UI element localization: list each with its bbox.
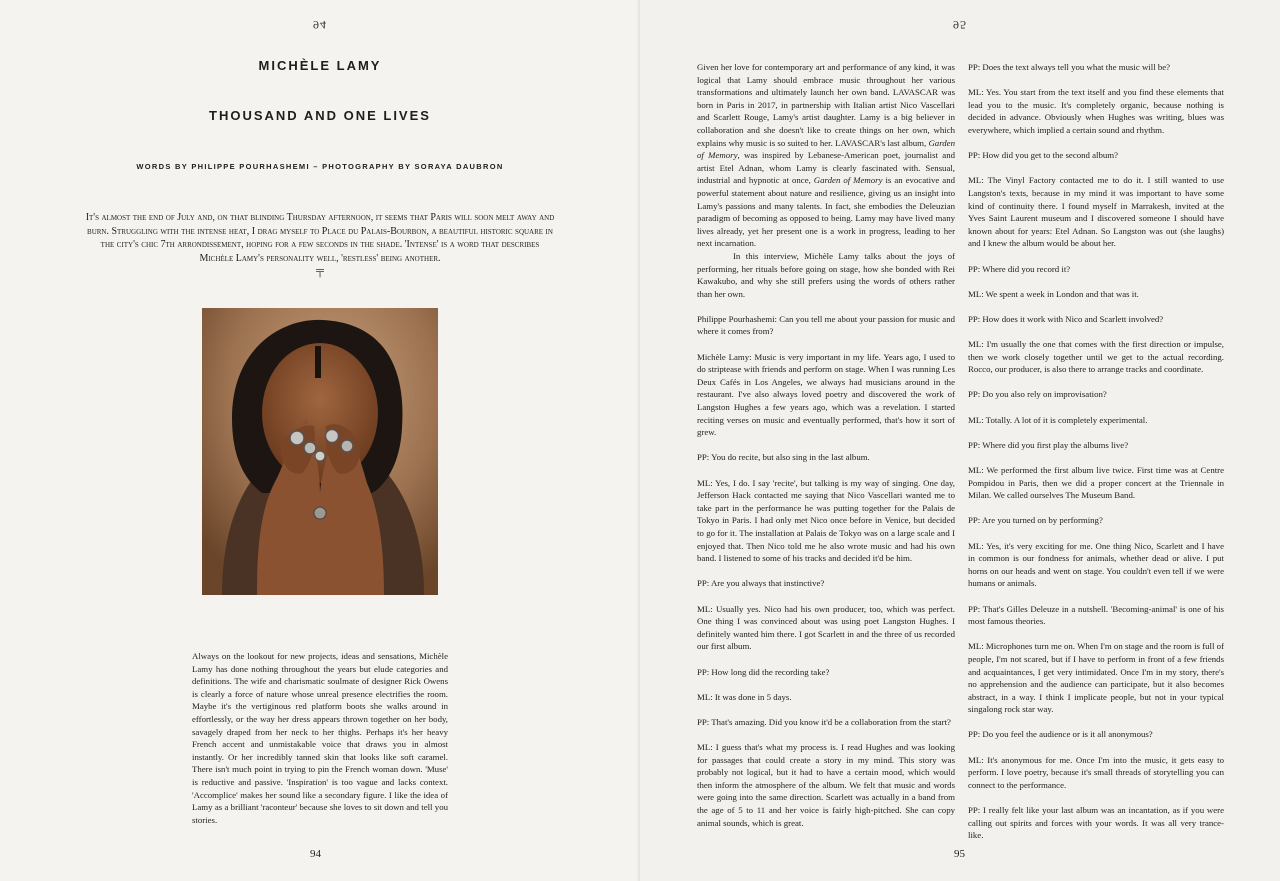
interview-paragraph: Michèle Lamy: Music is very important in my life. Years ago, I used to do striptease with friends and perform on stage. When I was running Les Deux Cafés in Los Angeles, we always had musicians around in the restaurant. I've also always loved poetry and discovered the work of Langston Hughes a few years ago, which was a revelation. I started reciting verses on music and eventually performed, that's how it sort of grew. <box>697 351 955 438</box>
interview-paragraph: PP: That's amazing. Did you know it'd be a collaboration from the start? <box>697 716 951 727</box>
interview-paragraph: ML: We performed the first album live twice. First time was at Centre Pompidou in Paris, then we did a proper concert at the Triennale in Milan. We called ourselves The Museum Band. <box>968 465 1224 501</box>
interview-paragraph: ML: The Vinyl Factory contacted me to do it. I still wanted to use Langston's texts, because in my mind it was important to have some kind of continuity there. I found myself in Marrakesh, invited at the Yves Saint Laurent museum and I discovered someone I should have known about for years: Etel Adnan. So Langston was out (she laughs) and I knew the album would be about her. <box>968 175 1224 249</box>
interview-paragraph: ML: Yes, I do. I say 'recite', but talking is my way of singing. One day, Jefferson Hack contacted me saying that Nico Vascellari wanted me to take part in the performance he was putting together for the Palais de Tokyo in Paris. I had only met Nico once before in Venice, but decided to go for it. The installation at Palais de Tokyo was on a large scale and I enjoyed that. Then Nico told me he also wrote music and had his own band. I listened to some of his tracks and decided it'd be him. <box>697 477 955 564</box>
interview-paragraph: ML: I guess that's what my process is. I read Hughes and was looking for passages that could create a story in my mind. This story was probably not logical, but it had to have a certain mood, which would then inform the atmosphere of the album. We felt that music and words were going into the same direction. Scarlett was actually in a band from the age of 5 to 11 and her voice is fairly high-pitched. She can copy animal sounds, which is great. <box>697 742 955 828</box>
top-folio-glyph: 95 <box>953 18 967 32</box>
page-number-left: 94 <box>310 848 321 860</box>
paragraph-text: , was inspired by Lebanese-American poet, journalist and artist Etel Adnan, whom Lamy is clearly fascinated with. Sensual, industrial and hypnotic at once, <box>697 150 955 186</box>
interview-paragraph: PP: Are you turned on by performing? <box>968 515 1103 526</box>
interview-paragraph: ML: Totally. A lot of it is completely experimental. <box>968 414 1148 425</box>
interview-paragraph: PP: Where did you first play the albums live? <box>968 439 1129 450</box>
interview-paragraph: PP: I really felt like your last album was an incantation, as if you were calling out spirits and forces with your words. It was all very trance-like. <box>968 805 1224 841</box>
article-title: THOUSAND AND ONE LIVES <box>209 108 431 123</box>
interview-paragraph: ML: It was done in 5 days. <box>697 691 792 702</box>
interview-paragraph: PP: That's Gilles Deleuze in a nutshell. 'Becoming-animal' is one of his most famous theories. <box>968 603 1224 627</box>
album-title: Garden of Memory <box>813 175 883 186</box>
lead-body-paragraph: Always on the lookout for new projects, ideas and sensations, Michèle Lamy has done nothing throughout the years but elude categories and definitions. The wife and charismatic soulmate of designer Rick Owens is clearly a force of nature whose unreal presence electrifies the room. Maybe it's the vertiginous red platform boots she walks around in effortlessly, or the way her dress appears thrown together on her body, savagely draped from her neck to her thighs. Perhaps it's her heavy French accent and unmistakable voice that draws you in almost instantly. Or her incredibly tanned skin that looks like soft caramel. There isn't much point in trying to pin the French woman down. 'Muse' is reductive and passive. 'Inspiration' is too vague and lacks context. 'Accomplice' makes her sound like a secondary figure. I like the idea of Lamy as a brilliant 'raconteur' because she loves to sit down and tell you stories. <box>192 651 448 825</box>
intro-paragraph: It's almost the end of July and, on that blinding Thursday afternoon, it seems that Paris will soon melt away and burn. Struggling with the intense heat, I drag myself to Place du Palais-Bourbon, a beautiful historic square in the city's chic 7th arrondissement, hoping for a few seconds in the shade. 'Intense' is a word that describes Michèle Lamy's personality well, 'restless' being another. <box>85 212 555 264</box>
interview-paragraph: PP: Does the text always tell you what the music will be? <box>968 62 1171 72</box>
article-paragraph <box>697 61 955 250</box>
interview-paragraph: ML: I'm usually the one that comes with the first direction or impulse, then we work closely together until we get to the actual recording. Rocco, our producer, is also there to arrange tracks and coordinate. <box>968 339 1224 375</box>
interview-paragraph: ML: We spent a week in London and that was it. <box>968 288 1139 299</box>
right-column-2 <box>968 61 1224 842</box>
interview-paragraph: PP: You do recite, but also sing in the last album. <box>697 452 870 463</box>
right-column-1 <box>697 61 955 829</box>
portrait-illustration <box>202 308 438 595</box>
interview-paragraph: PP: How does it work with Nico and Scarlett involved? <box>968 313 1164 324</box>
paragraph-text: Given her love for contemporary art and performance of any kind, it was logical that Lamy should embrace music throughout her various transformations and ultimately launch her own band. LAVASCAR was born in Paris in 2017, in partnership with Italian artist Nico Vascellari and Scarlett Rouge, Lamy's artist daughter. Lamy is a big believer in collaboration and she doesn't like to create things on her own, which explains why music is so suited to her. LAVASCAR's last album, <box>697 62 955 148</box>
interview-paragraph: ML: Yes, it's very exciting for me. One thing Nico, Scarlett and I have in common is our fondness for animals, whether dead or alive. I put horns on our heads and went on stage. You couldn't even tell if we were humans or animals. <box>968 540 1224 589</box>
paragraph-text: is an evocative and powerful statement about nature and resilience, giving us an insight into Lamy's passions and many talents. In fact, she embodies the Deleuzian paradigm of becoming as opposed to being. Lamy may have lived many lives already, yet her present one is a work in progress, leading to her next incarnation. <box>697 175 955 249</box>
byline: WORDS BY PHILIPPE POURHASHEMI – PHOTOGRAPHY BY SORAYA DAUBRON <box>136 162 504 171</box>
portrait-photo <box>202 308 438 595</box>
album-title: Garden of Memory <box>697 137 955 161</box>
page-number-right: 95 <box>954 848 965 860</box>
interview-paragraph: ML: Yes. You start from the text itself and you find these elements that lead you to the music. It's completely organic, because nothing is decided in advance. Obviously when Hughes was writing, blues was everywhere, which implied a certain sound and rhythm. <box>968 87 1224 135</box>
ornament-icon: ╤ <box>316 265 324 277</box>
interview-paragraph: Philippe Pourhashemi: Can you tell me about your passion for music and where it comes from? <box>697 313 955 337</box>
top-folio-glyph: 94 <box>313 18 327 32</box>
author-name-heading: MICHÈLE LAMY <box>258 58 382 73</box>
interview-paragraph: ML: Usually yes. Nico had his own producer, too, which was perfect. One thing I was convinced about was using poet Langston Hughes. I definitely wanted him there. I got Scarlett in and the three of us recorded our first album. <box>697 603 955 652</box>
interview-paragraph: ML: Microphones turn me on. When I'm on stage and the room is full of people, I'm not scared, but if I have to perform in front of a few friends and acquaintances, I get very intimidated. Once I'm in my story, there's no apprehension and the audience can participate, but it also becomes abstract, in a way. I think I implicate people, but not in your typical singalong rock star way. <box>968 641 1224 715</box>
article-paragraph: In this interview, Michèle Lamy talks about the joys of performing, her rituals before going on stage, how she bonded with Rei Kawakubo, and why she still prefers using the words of others rather than her own. <box>697 250 955 299</box>
interview-paragraph: PP: Do you feel the audience or is it all anonymous? <box>968 729 1153 740</box>
interview-paragraph: PP: Are you always that instinctive? <box>697 578 825 589</box>
interview-paragraph: PP: How did you get to the second album? <box>968 150 1119 161</box>
interview-paragraph: PP: Do you also rely on improvisation? <box>968 389 1107 400</box>
interview-paragraph: PP: How long did the recording take? <box>697 666 830 677</box>
interview-paragraph: PP: Where did you record it? <box>968 263 1071 274</box>
interview-paragraph: ML: It's anonymous for me. Once I'm into the music, it gets easy to perform. I love poetry, because it's small threads of storytelling you can connect to the performance. <box>968 754 1224 790</box>
